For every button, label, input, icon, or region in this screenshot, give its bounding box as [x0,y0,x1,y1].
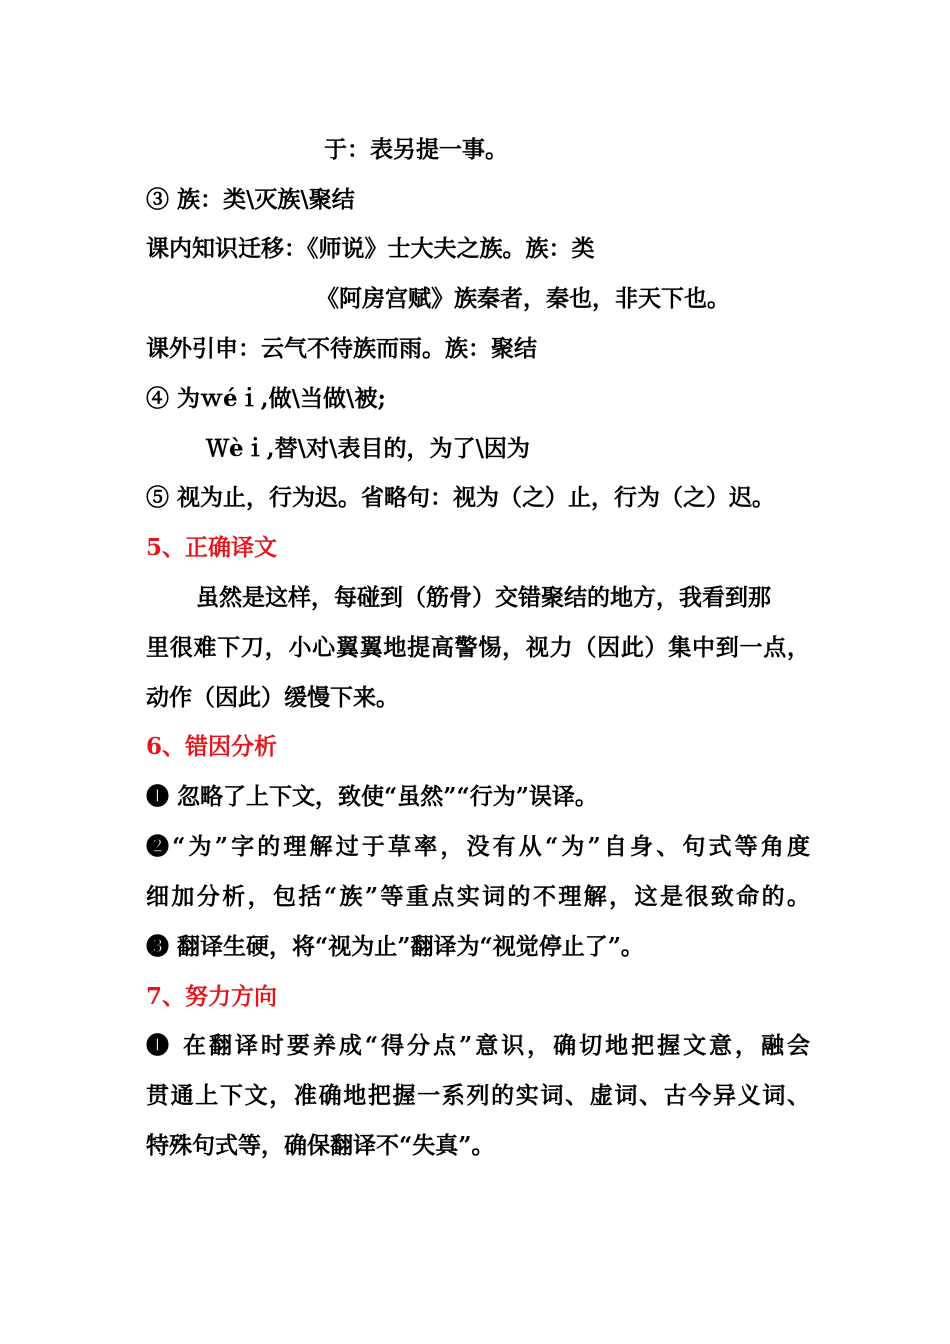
text-line: 《阿房宫赋》族秦者，秦也，非天下也。 [316,285,730,312]
text-line: 贯通上下文，准确地把握一系列的实词、虚词、古今异义词、 [146,1082,810,1109]
text-line: 细加分析，包括“族”等重点实词的不理解，这是很致命的。 [146,883,810,910]
text-line: ③ 族：类\灭族\聚结 [146,186,355,213]
text-line: ④ 为ｗéｉ,做\当做\被; [146,385,386,412]
text-line: ❶ 忽略了上下文，致使“虽然”“行为”误译。 [146,783,598,810]
text-line: ❷“为”字的理解过于草率，没有从“为”自身、句式等角度 [146,833,810,860]
section-heading: 7、努力方向 [146,983,278,1010]
section-heading: 5、正确译文 [146,534,278,561]
text-line: 虽然是这样，每碰到（筋骨）交错聚结的地方，我看到那 [196,584,771,611]
text-line: 于：表另提一事。 [324,136,508,163]
text-line: Ｗèｉ,替\对\表目的，为了\因为 [206,435,530,462]
text-line: 动作（因此）缓慢下来。 [146,684,399,711]
section-heading: 6、错因分析 [146,733,278,760]
text-line: ⑤ 视为止，行为迟。省略句：视为（之）止，行为（之）迟。 [146,484,776,511]
text-line: ❸ 翻译生硬，将“视为止”翻译为“视觉停止了”。 [146,933,644,960]
text-line: 课外引申：云气不待族而雨。族：聚结 [146,335,537,362]
text-line: 课内知识迁移：《师说》士大夫之族。族：类 [146,235,595,262]
text-line: 特殊句式等，确保翻译不“失真”。 [146,1132,495,1159]
text-line: 里很难下刀，小心翼翼地提高警惕，视力（因此）集中到一点， [146,634,810,661]
text-line: ❶ 在翻译时要养成“得分点”意识，确切地把握文意，融会 [146,1032,810,1059]
